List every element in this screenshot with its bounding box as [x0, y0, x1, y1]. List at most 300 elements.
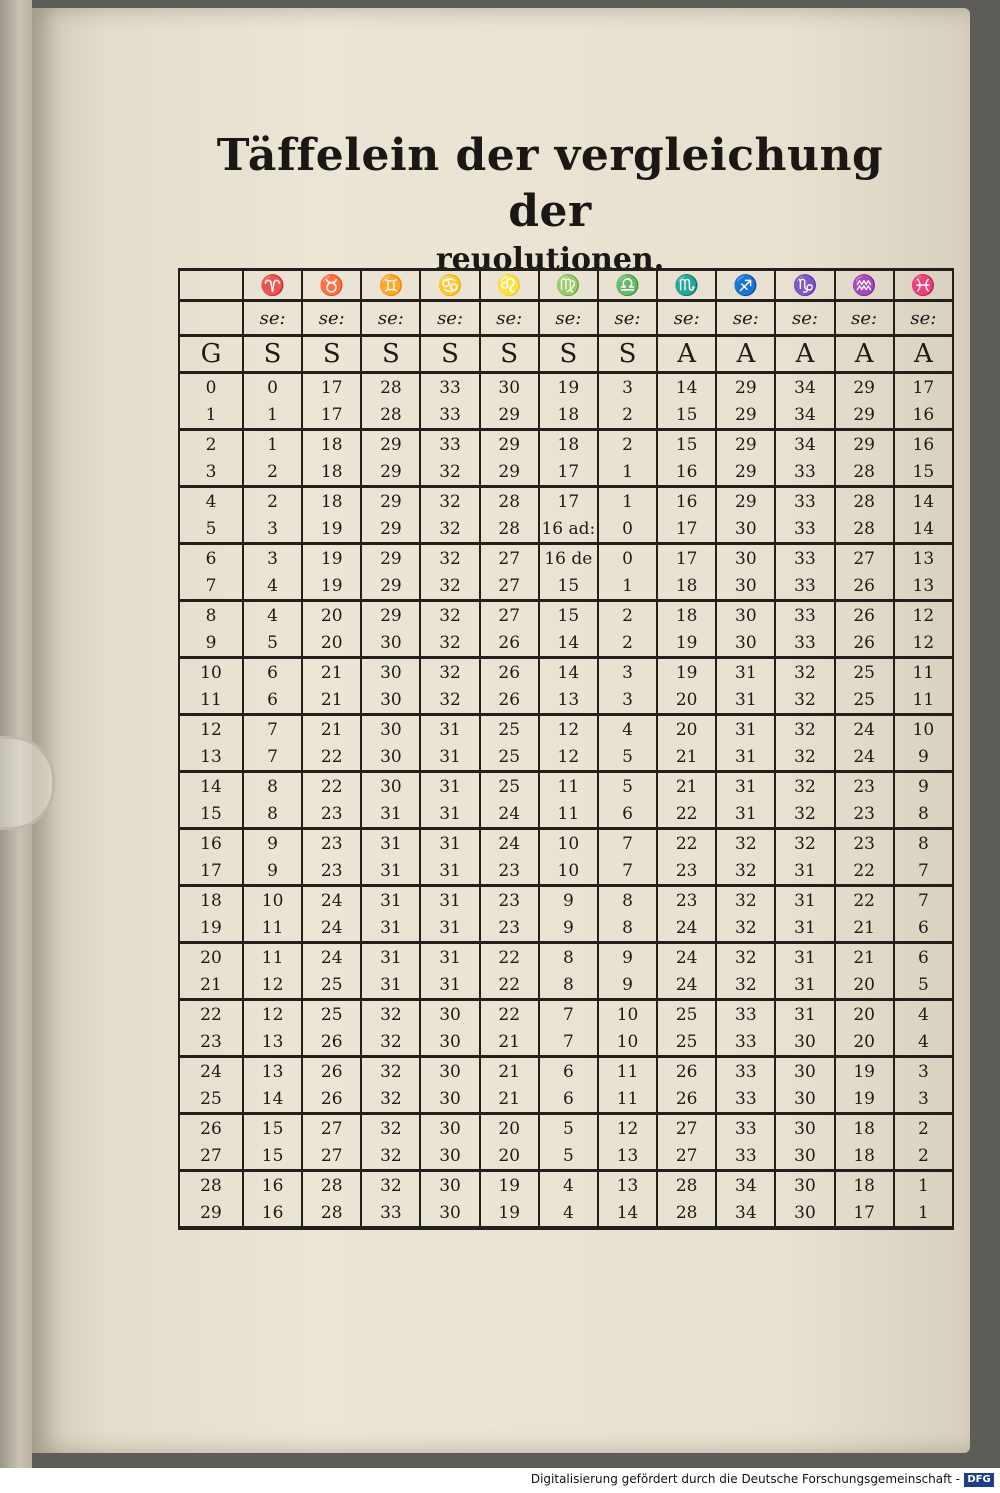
value-cell: 24 [480, 800, 539, 829]
value-cell: 1 [894, 1171, 953, 1200]
value-cell: 10 [598, 1000, 657, 1029]
degree-cell: 6 [179, 544, 243, 573]
value-cell: 29 [361, 572, 420, 601]
value-cell: 24 [835, 715, 894, 744]
value-cell: 5 [598, 772, 657, 801]
value-cell: 30 [716, 629, 775, 658]
value-cell: 31 [420, 971, 479, 1000]
value-cell: 8 [243, 772, 302, 801]
value-cell: 1 [598, 572, 657, 601]
se-cell: se: [716, 301, 775, 336]
table-row [179, 401, 953, 430]
value-cell: 26 [480, 686, 539, 715]
value-cell: 5 [894, 971, 953, 1000]
value-cell: 28 [657, 1199, 716, 1228]
value-cell: 8 [539, 943, 598, 972]
value-cell: 21 [480, 1057, 539, 1086]
value-cell: 29 [480, 401, 539, 430]
value-cell: 20 [835, 1000, 894, 1029]
value-cell: 4 [243, 601, 302, 630]
value-cell: 29 [835, 401, 894, 430]
value-cell: 30 [361, 743, 420, 772]
value-cell: 31 [420, 943, 479, 972]
value-cell: 31 [775, 943, 834, 972]
value-cell: 14 [243, 1085, 302, 1114]
unit-cell: S [243, 336, 302, 373]
value-cell: 26 [302, 1085, 361, 1114]
value-cell: 30 [775, 1085, 834, 1114]
zodiac-sign-cell: ♈ [243, 270, 302, 301]
value-cell: 30 [716, 544, 775, 573]
value-cell: 33 [775, 629, 834, 658]
value-cell: 34 [775, 401, 834, 430]
se-cell: se: [361, 301, 420, 336]
value-cell: 15 [657, 401, 716, 430]
zodiac-sign-cell: ♋ [420, 270, 479, 301]
value-cell: 1 [243, 430, 302, 459]
degree-cell: 1 [179, 401, 243, 430]
value-cell: 26 [657, 1085, 716, 1114]
value-cell: 19 [302, 572, 361, 601]
table-row [179, 1114, 953, 1143]
value-cell: 14 [894, 487, 953, 516]
value-cell: 18 [835, 1142, 894, 1171]
value-cell: 17 [302, 373, 361, 402]
value-cell: 10 [539, 829, 598, 858]
value-cell: 27 [480, 544, 539, 573]
value-cell: 25 [657, 1028, 716, 1057]
value-cell: 11 [243, 914, 302, 943]
value-cell: 16 [657, 458, 716, 487]
value-cell: 23 [657, 886, 716, 915]
value-cell: 29 [716, 401, 775, 430]
value-cell: 19 [302, 544, 361, 573]
value-cell: 16 ad: [539, 515, 598, 544]
value-cell: 11 [598, 1057, 657, 1086]
value-cell: 30 [775, 1142, 834, 1171]
value-cell: 9 [598, 971, 657, 1000]
value-cell: 31 [716, 686, 775, 715]
value-cell: 14 [539, 658, 598, 687]
degree-cell: 7 [179, 572, 243, 601]
value-cell: 19 [657, 658, 716, 687]
value-cell: 11 [598, 1085, 657, 1114]
zodiac-sign-cell: ♒ [835, 270, 894, 301]
value-cell: 6 [894, 914, 953, 943]
value-cell: 27 [657, 1114, 716, 1143]
table-row [179, 544, 953, 573]
value-cell: 31 [716, 743, 775, 772]
value-cell: 20 [302, 601, 361, 630]
value-cell: 29 [835, 430, 894, 459]
value-cell: 12 [894, 601, 953, 630]
value-cell: 4 [539, 1199, 598, 1228]
value-cell: 19 [539, 373, 598, 402]
value-cell: 3 [598, 686, 657, 715]
degree-cell: 15 [179, 800, 243, 829]
degree-cell: 0 [179, 373, 243, 402]
value-cell: 32 [361, 1000, 420, 1029]
value-cell: 11 [894, 658, 953, 687]
value-cell: 24 [480, 829, 539, 858]
value-cell: 31 [775, 914, 834, 943]
value-cell: 28 [835, 487, 894, 516]
value-cell: 30 [775, 1199, 834, 1228]
value-cell: 10 [598, 1028, 657, 1057]
table-row [179, 1199, 953, 1228]
value-cell: 18 [657, 601, 716, 630]
value-cell: 31 [420, 800, 479, 829]
value-cell: 9 [894, 772, 953, 801]
value-cell: 26 [657, 1057, 716, 1086]
table-row [179, 1028, 953, 1057]
value-cell: 3 [894, 1057, 953, 1086]
value-cell: 31 [716, 800, 775, 829]
value-cell: 31 [361, 943, 420, 972]
value-cell: 30 [775, 1057, 834, 1086]
degree-cell: 17 [179, 857, 243, 886]
se-cell: se: [480, 301, 539, 336]
value-cell: 29 [361, 487, 420, 516]
value-cell: 15 [539, 601, 598, 630]
value-cell: 21 [835, 943, 894, 972]
value-cell: 24 [657, 943, 716, 972]
value-cell: 32 [420, 601, 479, 630]
degree-cell: 13 [179, 743, 243, 772]
value-cell: 19 [835, 1085, 894, 1114]
value-cell: 16 de [539, 544, 598, 573]
se-cell: se: [894, 301, 953, 336]
value-cell: 33 [361, 1199, 420, 1228]
table-row [179, 1085, 953, 1114]
value-cell: 28 [361, 373, 420, 402]
value-cell: 24 [835, 743, 894, 772]
value-cell: 18 [657, 572, 716, 601]
value-cell: 12 [243, 971, 302, 1000]
value-cell: 22 [657, 800, 716, 829]
value-cell: 32 [361, 1085, 420, 1114]
value-cell: 5 [539, 1142, 598, 1171]
value-cell: 2 [598, 401, 657, 430]
value-cell: 25 [480, 715, 539, 744]
value-cell: 17 [539, 487, 598, 516]
value-cell: 29 [361, 601, 420, 630]
unit-row [179, 336, 953, 373]
value-cell: 13 [894, 572, 953, 601]
value-cell: 21 [480, 1085, 539, 1114]
value-cell: 12 [539, 715, 598, 744]
value-cell: 17 [657, 544, 716, 573]
value-cell: 12 [894, 629, 953, 658]
value-cell: 33 [420, 373, 479, 402]
value-cell: 33 [775, 601, 834, 630]
value-cell: 13 [894, 544, 953, 573]
value-cell: 10 [243, 886, 302, 915]
table-row [179, 686, 953, 715]
value-cell: 18 [302, 458, 361, 487]
value-cell: 0 [598, 544, 657, 573]
value-cell: 33 [775, 544, 834, 573]
value-cell: 7 [894, 857, 953, 886]
value-cell: 19 [480, 1199, 539, 1228]
value-cell: 31 [420, 715, 479, 744]
value-cell: 1 [894, 1199, 953, 1228]
table-row [179, 1000, 953, 1029]
value-cell: 28 [480, 515, 539, 544]
value-cell: 32 [420, 544, 479, 573]
unit-cell: S [539, 336, 598, 373]
value-cell: 1 [243, 401, 302, 430]
value-cell: 16 [657, 487, 716, 516]
value-cell: 5 [598, 743, 657, 772]
value-cell: 13 [598, 1142, 657, 1171]
value-cell: 32 [716, 886, 775, 915]
value-cell: 30 [361, 658, 420, 687]
value-cell: 19 [835, 1057, 894, 1086]
value-cell: 23 [835, 800, 894, 829]
value-cell: 29 [716, 487, 775, 516]
value-cell: 4 [598, 715, 657, 744]
value-cell: 17 [835, 1199, 894, 1228]
table-row [179, 629, 953, 658]
degree-cell: 11 [179, 686, 243, 715]
zodiac-sign-cell: ♉ [302, 270, 361, 301]
table-row [179, 943, 953, 972]
value-cell: 4 [894, 1000, 953, 1029]
se-cell: se: [302, 301, 361, 336]
value-cell: 31 [361, 886, 420, 915]
value-cell: 29 [835, 373, 894, 402]
value-cell: 30 [420, 1171, 479, 1200]
comparison-table [178, 268, 954, 1230]
degree-cell: 5 [179, 515, 243, 544]
degree-cell: 22 [179, 1000, 243, 1029]
se-cell: se: [420, 301, 479, 336]
value-cell: 18 [835, 1114, 894, 1143]
value-cell: 3 [598, 658, 657, 687]
value-cell: 32 [716, 857, 775, 886]
value-cell: 18 [835, 1171, 894, 1200]
value-cell: 31 [420, 743, 479, 772]
value-cell: 32 [775, 715, 834, 744]
se-cell: se: [243, 301, 302, 336]
value-cell: 20 [480, 1142, 539, 1171]
table-row [179, 430, 953, 459]
value-cell: 26 [835, 601, 894, 630]
value-cell: 18 [539, 401, 598, 430]
value-cell: 2 [894, 1114, 953, 1143]
value-cell: 30 [420, 1057, 479, 1086]
value-cell: 25 [480, 743, 539, 772]
table-row [179, 515, 953, 544]
unit-cell: G [179, 336, 243, 373]
value-cell: 21 [302, 715, 361, 744]
value-cell: 0 [598, 515, 657, 544]
value-cell: 15 [243, 1114, 302, 1143]
value-cell: 9 [243, 857, 302, 886]
value-cell: 32 [361, 1114, 420, 1143]
value-cell: 21 [302, 658, 361, 687]
value-cell: 32 [361, 1171, 420, 1200]
table-row [179, 572, 953, 601]
value-cell: 26 [302, 1028, 361, 1057]
value-cell: 27 [480, 572, 539, 601]
value-cell: 22 [302, 743, 361, 772]
value-cell: 12 [598, 1114, 657, 1143]
value-cell: 24 [302, 886, 361, 915]
value-cell: 30 [361, 629, 420, 658]
value-cell: 17 [657, 515, 716, 544]
value-cell: 31 [420, 857, 479, 886]
degree-cell: 21 [179, 971, 243, 1000]
se-cell: se: [539, 301, 598, 336]
value-cell: 31 [420, 886, 479, 915]
value-cell: 7 [243, 743, 302, 772]
table-row [179, 373, 953, 402]
value-cell: 19 [480, 1171, 539, 1200]
table-row [179, 458, 953, 487]
value-cell: 31 [775, 971, 834, 1000]
value-cell: 21 [480, 1028, 539, 1057]
value-cell: 28 [835, 515, 894, 544]
table-row [179, 1171, 953, 1200]
value-cell: 11 [539, 800, 598, 829]
value-cell: 32 [775, 829, 834, 858]
zodiac-sign-cell: ♓ [894, 270, 953, 301]
degree-cell: 4 [179, 487, 243, 516]
value-cell: 29 [361, 458, 420, 487]
value-cell: 31 [775, 1000, 834, 1029]
zodiac-sign-cell: ♐ [716, 270, 775, 301]
table-row [179, 743, 953, 772]
value-cell: 33 [716, 1000, 775, 1029]
value-cell: 32 [420, 487, 479, 516]
value-cell: 33 [716, 1028, 775, 1057]
value-cell: 2 [598, 430, 657, 459]
value-cell: 34 [716, 1199, 775, 1228]
zodiac-sign-cell: ♏ [657, 270, 716, 301]
revolution-table [178, 268, 954, 1230]
value-cell: 30 [361, 715, 420, 744]
value-cell: 25 [480, 772, 539, 801]
value-cell: 0 [243, 373, 302, 402]
table-row [179, 715, 953, 744]
table-row [179, 914, 953, 943]
value-cell: 16 [894, 430, 953, 459]
value-cell: 28 [302, 1171, 361, 1200]
value-cell: 17 [539, 458, 598, 487]
value-cell: 30 [420, 1000, 479, 1029]
value-cell: 31 [716, 772, 775, 801]
value-cell: 33 [716, 1114, 775, 1143]
unit-cell: A [657, 336, 716, 373]
value-cell: 28 [302, 1199, 361, 1228]
value-cell: 32 [775, 743, 834, 772]
value-cell: 20 [657, 686, 716, 715]
value-cell: 29 [361, 515, 420, 544]
value-cell: 31 [420, 914, 479, 943]
value-cell: 2 [598, 629, 657, 658]
value-cell: 4 [539, 1171, 598, 1200]
value-cell: 6 [243, 686, 302, 715]
value-cell: 32 [775, 658, 834, 687]
value-cell: 18 [302, 487, 361, 516]
value-cell: 34 [775, 430, 834, 459]
value-cell: 8 [598, 886, 657, 915]
value-cell: 27 [657, 1142, 716, 1171]
value-cell: 22 [480, 971, 539, 1000]
value-cell: 29 [716, 430, 775, 459]
value-cell: 33 [716, 1142, 775, 1171]
title-line-2: reuolutionen. [435, 242, 665, 277]
value-cell: 5 [539, 1114, 598, 1143]
value-cell: 16 [243, 1171, 302, 1200]
value-cell: 28 [657, 1171, 716, 1200]
value-cell: 13 [243, 1028, 302, 1057]
value-cell: 30 [361, 686, 420, 715]
se-cell: se: [775, 301, 834, 336]
value-cell: 16 [894, 401, 953, 430]
value-cell: 27 [302, 1142, 361, 1171]
value-cell: 25 [835, 658, 894, 687]
footer-credit: Digitalisierung gefördert durch die Deutsche Forschungsgemeinschaft - [530, 1472, 960, 1486]
table-row [179, 1057, 953, 1086]
value-cell: 2 [243, 487, 302, 516]
value-cell: 21 [657, 743, 716, 772]
degree-cell: 3 [179, 458, 243, 487]
value-cell: 7 [243, 715, 302, 744]
value-cell: 13 [598, 1171, 657, 1200]
table-row [179, 829, 953, 858]
value-cell: 29 [716, 458, 775, 487]
value-cell: 6 [894, 943, 953, 972]
value-cell: 18 [539, 430, 598, 459]
value-cell: 14 [598, 1199, 657, 1228]
value-cell: 32 [716, 943, 775, 972]
unit-cell: S [361, 336, 420, 373]
value-cell: 14 [894, 515, 953, 544]
degree-cell: 25 [179, 1085, 243, 1114]
value-cell: 19 [302, 515, 361, 544]
unit-cell: S [302, 336, 361, 373]
table-row [179, 971, 953, 1000]
value-cell: 32 [361, 1028, 420, 1057]
value-cell: 15 [657, 430, 716, 459]
value-cell: 21 [302, 686, 361, 715]
value-cell: 6 [539, 1057, 598, 1086]
value-cell: 9 [894, 743, 953, 772]
value-cell: 28 [480, 487, 539, 516]
dfg-logo: DFG [964, 1473, 994, 1487]
value-cell: 32 [361, 1057, 420, 1086]
value-cell: 32 [420, 572, 479, 601]
value-cell: 30 [420, 1199, 479, 1228]
value-cell: 20 [480, 1114, 539, 1143]
value-cell: 14 [657, 373, 716, 402]
value-cell: 29 [361, 430, 420, 459]
value-cell: 20 [835, 1028, 894, 1057]
value-cell: 33 [775, 572, 834, 601]
degree-cell: 16 [179, 829, 243, 858]
value-cell: 12 [539, 743, 598, 772]
unit-cell: S [420, 336, 479, 373]
value-cell: 26 [835, 572, 894, 601]
value-cell: 32 [775, 686, 834, 715]
value-cell: 27 [302, 1114, 361, 1143]
value-cell: 4 [243, 572, 302, 601]
value-cell: 30 [420, 1028, 479, 1057]
table-row [179, 886, 953, 915]
